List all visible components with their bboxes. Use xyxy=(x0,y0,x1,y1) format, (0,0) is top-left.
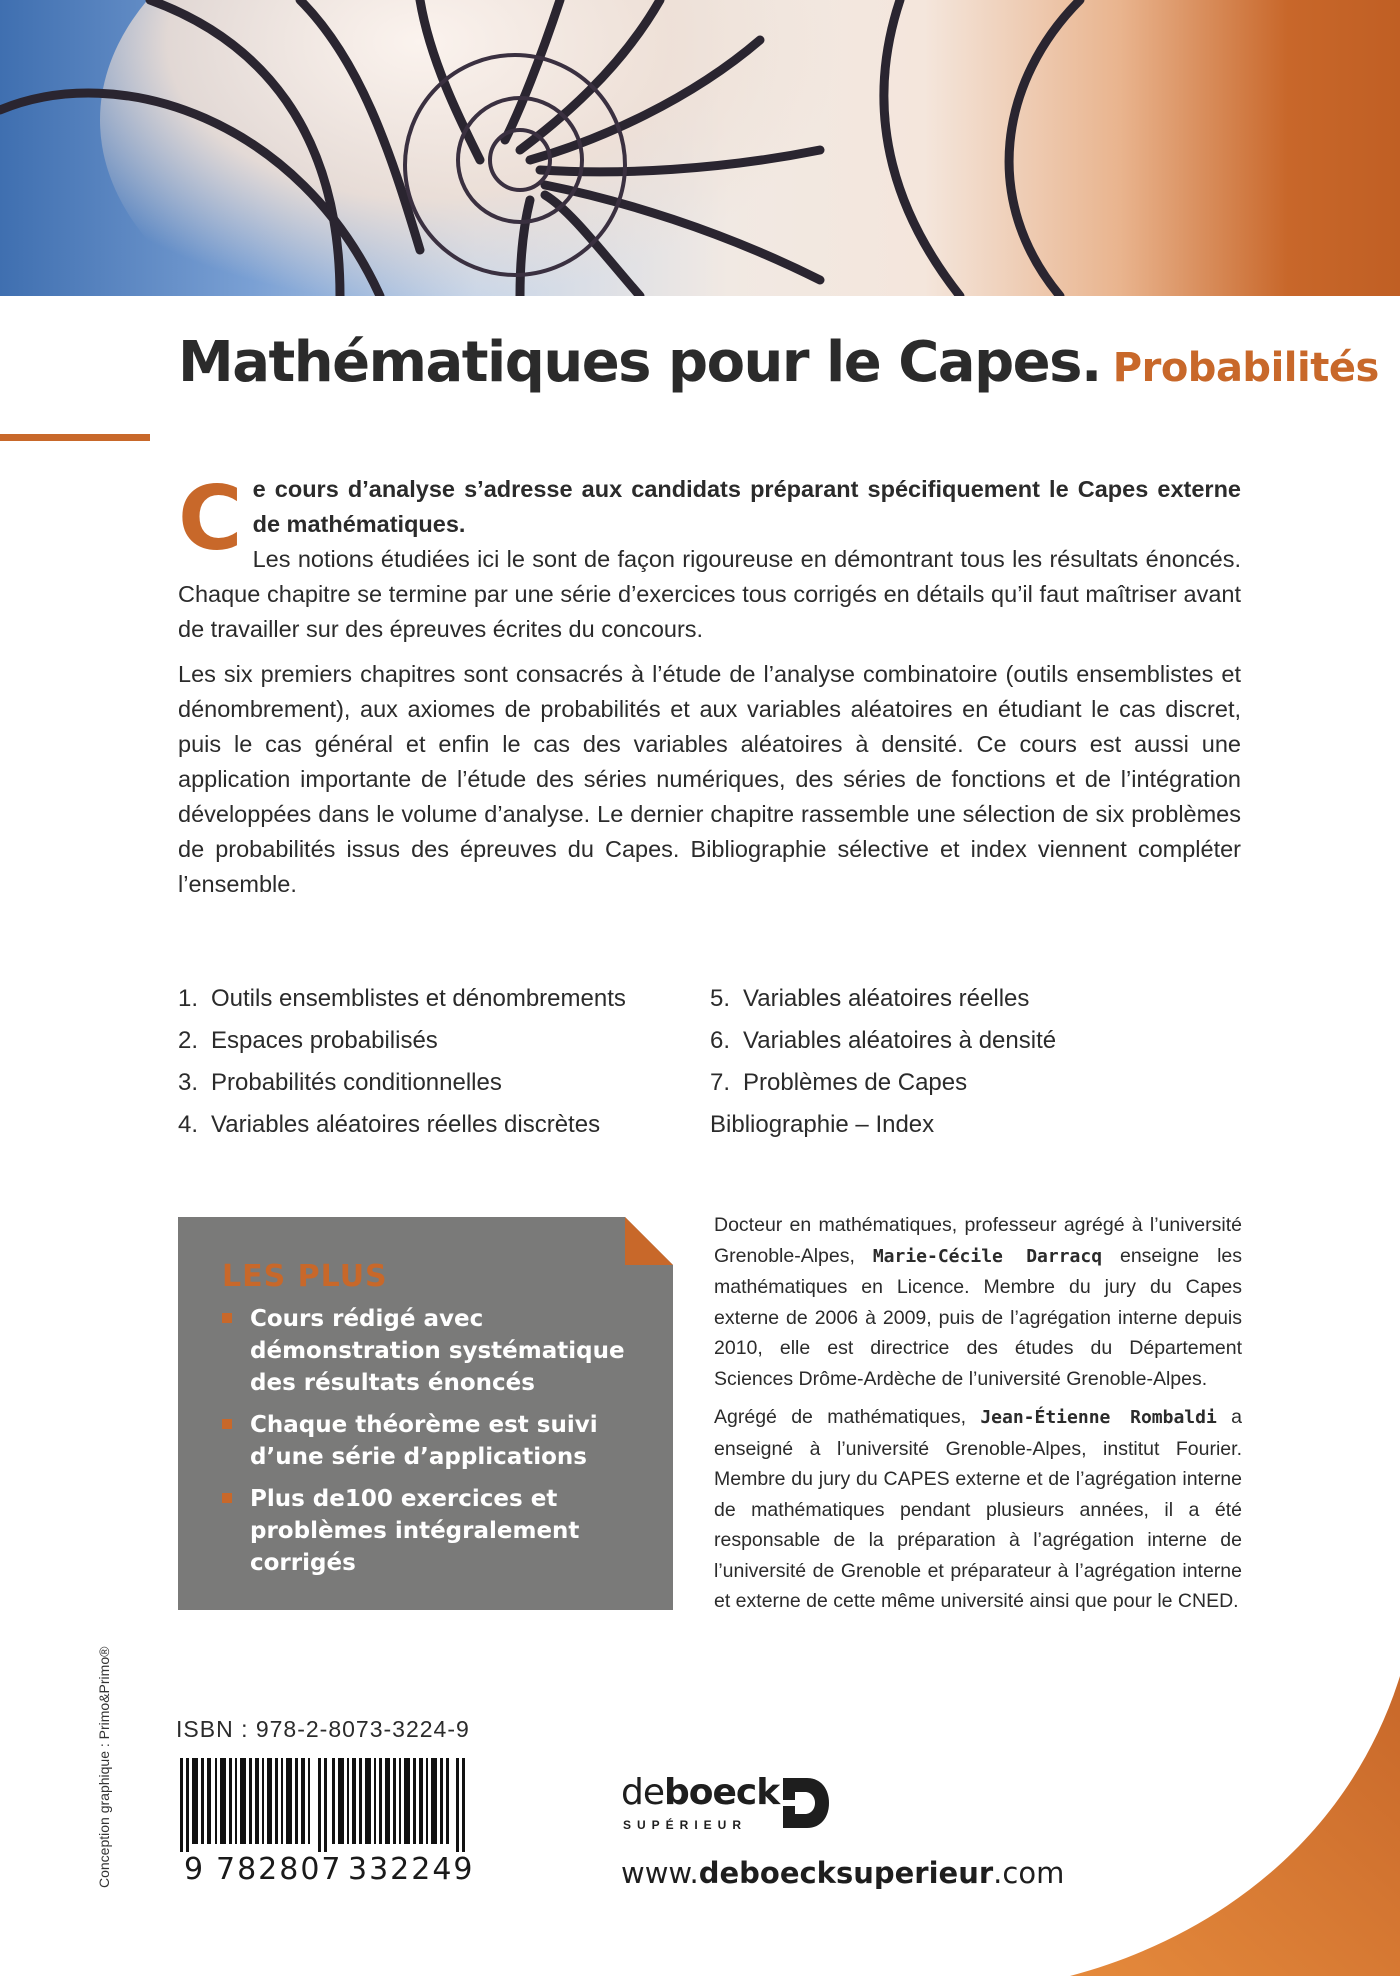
chapter-item xyxy=(710,1020,1056,1062)
publisher-logo xyxy=(621,1772,780,1832)
barcode-icon xyxy=(180,1758,472,1852)
deboeck-d-icon xyxy=(783,1778,829,1828)
chapter-number: 2. xyxy=(178,1027,199,1054)
chapter-label: Probabilités conditionnelles xyxy=(211,1069,502,1096)
book-description xyxy=(178,467,1241,912)
highlight-item xyxy=(222,1303,642,1399)
chapter-list-right xyxy=(710,978,1056,1146)
chapter-label: Espaces probabilisés xyxy=(211,1027,438,1054)
logo-text-superieur: SUPÉRIEUR xyxy=(623,1818,748,1832)
chapter-label: Outils ensemblistes et dénombrements xyxy=(211,985,626,1012)
author-bio-1 xyxy=(714,1210,1242,1394)
author-bios xyxy=(714,1210,1242,1625)
cover-photo-nautilus xyxy=(0,0,1400,296)
barcode-digit-group-1: 782807 xyxy=(216,1852,343,1887)
description-lead: e cours d’analyse s’adresse aux candidats préparant spécifiquement le Capes externe de mathématiques. xyxy=(252,476,1241,537)
barcode-digit-group-2: 332249 xyxy=(348,1852,475,1887)
dropcap-letter: C xyxy=(178,467,243,570)
chapter-label: Variables aléatoires réelles discrètes xyxy=(211,1111,601,1138)
square-bullet-icon xyxy=(222,1313,232,1323)
chapter-label: Bibliographie – Index xyxy=(710,1111,935,1138)
design-credit: Conception graphique : Primo&Primo® xyxy=(96,1646,112,1888)
bio-text: enseigne les mathématiques en Licence. Membre du jury du Capes externe de 2006 à 2009, puis de l’agrégation interne depuis 2010, elle est directrice des études du Département Sciences Drôme-Ardèche de l’université Grenoble-Alpes. xyxy=(714,1244,1242,1390)
chapter-item xyxy=(710,1104,1056,1146)
folded-corner-accent xyxy=(625,1217,673,1265)
chapter-number: 5. xyxy=(710,985,731,1012)
chapter-list-left xyxy=(178,978,626,1146)
highlight-item xyxy=(222,1483,642,1579)
chapter-label: Variables aléatoires réelles xyxy=(743,985,1030,1012)
description-paragraph-2: Les six premiers chapitres sont consacrés à l’étude de l’analyse combinatoire (outils ensemblistes et dénombrement), aux axiomes de probabilités et aux variables aléatoires en étudiant le cas discret, puis le cas général et enfin le cas des variables aléatoires à densité. Ce cours est aussi une application importante de l’étude des séries numériques, des séries de fonctions et de l’intégration développées dans le volume d’analyse. Le dernier chapitre rassemble une sélection de six problèmes de probabilités issus des épreuves du Capes. Bibliographie sélective et index viennent compléter l’ensemble. xyxy=(178,661,1241,897)
highlight-text: Chaque théorème est suivi d’une série d’applications xyxy=(250,1412,598,1470)
title-main: Mathématiques pour le Capes. xyxy=(178,330,1101,395)
highlight-text: Cours rédigé avec démonstration systématique des résultats énoncés xyxy=(250,1306,625,1396)
chapter-number: 3. xyxy=(178,1069,199,1096)
author-bio-2 xyxy=(714,1402,1242,1617)
chapter-label: Problèmes de Capes xyxy=(743,1069,968,1096)
square-bullet-icon xyxy=(222,1419,232,1429)
publisher-url[interactable] xyxy=(621,1856,1064,1890)
chapter-item xyxy=(710,978,1056,1020)
decorative-swoosh xyxy=(1070,1676,1400,1976)
highlights-box xyxy=(178,1217,673,1610)
isbn: ISBN : 978-2-8073-3224-9 xyxy=(176,1716,470,1742)
chapter-label: Variables aléatoires à densité xyxy=(743,1027,1057,1054)
description-lead-paragraph xyxy=(178,467,1241,647)
highlight-text: Plus de100 exercices et problèmes intégralement corrigés xyxy=(250,1486,580,1576)
chapter-number: 4. xyxy=(178,1111,199,1138)
url-prefix: www. xyxy=(621,1856,699,1890)
square-bullet-icon xyxy=(222,1493,232,1503)
url-domain: deboecksuperieur xyxy=(698,1856,994,1890)
bio-text: Docteur en mathématiques, professeur agrégé à l’université Grenoble-Alpes, xyxy=(714,1214,1242,1267)
chapter-item xyxy=(710,1062,1056,1104)
chapter-number: 1. xyxy=(178,985,199,1012)
title-subject: Probabilités xyxy=(1112,345,1379,391)
logo-text-de: de xyxy=(621,1772,664,1813)
author-name: Jean-Étienne Rombaldi xyxy=(980,1407,1217,1428)
chapter-item xyxy=(178,1062,626,1104)
description-paragraph-1: Les notions étudiées ici le sont de façon rigoureuse en démontrant tous les résultats énoncés. Chaque chapitre se termine par une série d’exercices tous corrigés en détails qu’il faut maîtriser avant de travailler sur des épreuves écrites du concours. xyxy=(178,546,1241,642)
chapter-item xyxy=(178,1020,626,1062)
barcode-digit-first: 9 xyxy=(184,1852,204,1887)
chapter-item xyxy=(178,978,626,1020)
logo-text-boeck: boeck xyxy=(664,1772,780,1813)
author-name: Marie-Cécile Darracq xyxy=(872,1245,1103,1267)
highlight-item xyxy=(222,1409,642,1473)
chapter-item xyxy=(178,1104,626,1146)
title-accent-rule xyxy=(0,434,150,441)
bio-text: a enseigné à l’université Grenoble-Alpes, institut Fourier. Membre du jury du CAPES externe et de l’agrégation interne de mathématiques pendant plusieurs années, il a été responsable de la préparation à l’agrégation interne de l’université de Grenoble et préparateur à l’agrégation interne et externe de cette même université ainsi que pour le CNED. xyxy=(714,1406,1243,1612)
chapter-number: 7. xyxy=(710,1069,731,1096)
url-suffix: .com xyxy=(993,1856,1065,1890)
chapter-number: 6. xyxy=(710,1027,731,1054)
highlights-heading: LES PLUS xyxy=(222,1259,388,1294)
bio-text: Agrégé de mathématiques, xyxy=(714,1406,981,1428)
highlights-list xyxy=(222,1303,642,1589)
book-title xyxy=(178,330,1379,395)
